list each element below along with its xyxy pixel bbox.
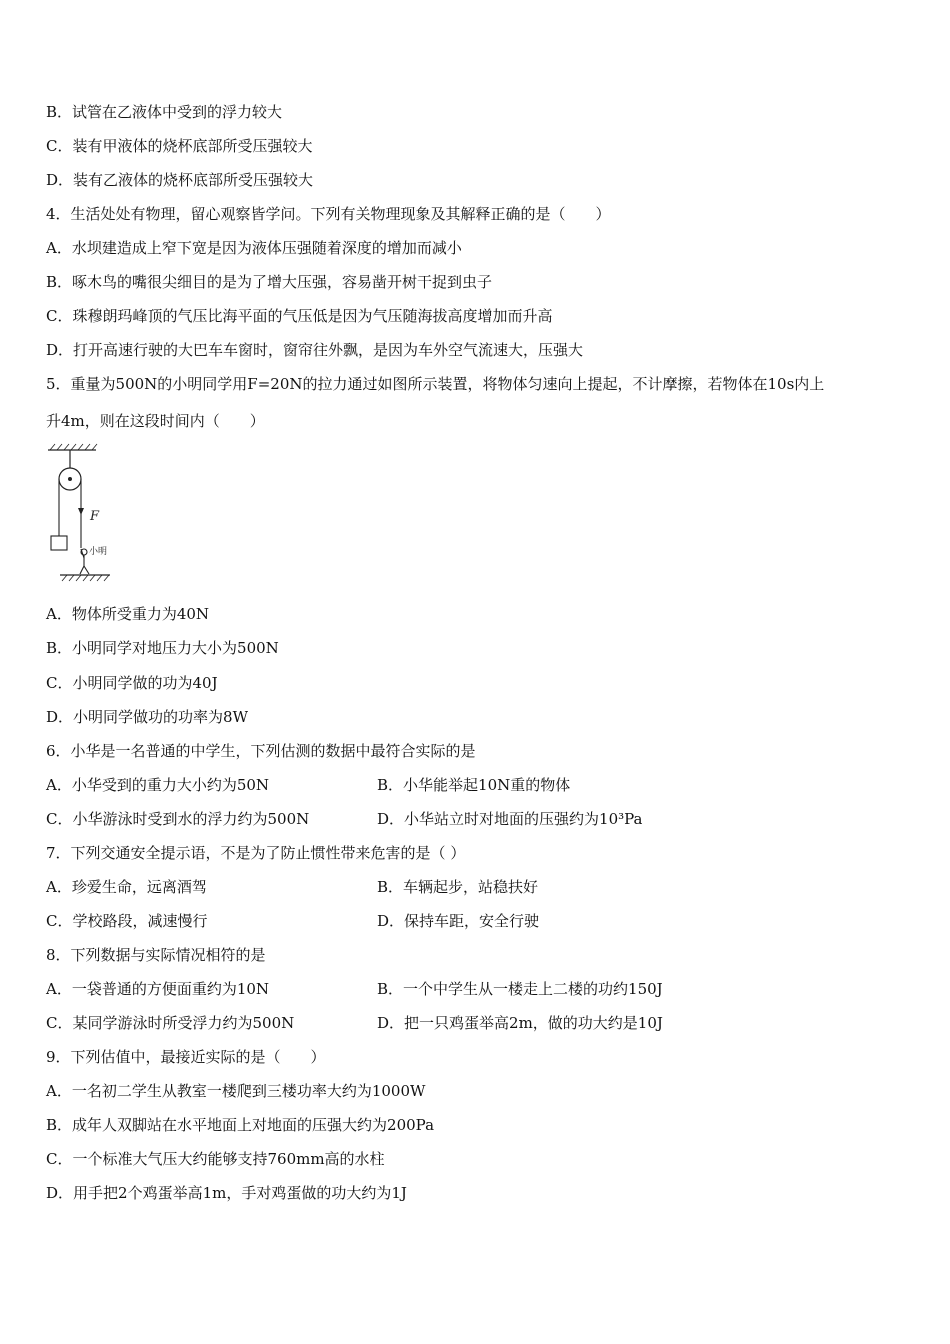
hanging-object xyxy=(51,536,67,550)
q5-option-d: D．小明同学做功的功率为8W xyxy=(46,708,248,726)
q7-option-c: C．学校路段，减速慢行 xyxy=(46,912,208,930)
q8-option-a: A．一袋普通的方便面重约为10N xyxy=(46,980,270,998)
q9-option-c: C．一个标准大气压大约能够支持760mm高的水柱 xyxy=(46,1150,385,1168)
force-label: F xyxy=(90,509,100,524)
q7-option-a: A．珍爱生命，远离酒驾 xyxy=(46,878,207,896)
q9-option-d: D．用手把2个鸡蛋举高1m，手对鸡蛋做的功大约为1J xyxy=(46,1184,407,1202)
q8-option-d: D．把一只鸡蛋举高2m，做的功大约是10J xyxy=(377,1014,663,1032)
q5-option-c: C．小明同学做的功为40J xyxy=(46,674,218,692)
q7-stem: 7．下列交通安全提示语，不是为了防止惯性带来危害的是（ ） xyxy=(46,844,466,862)
q3-option-d: D．装有乙液体的烧杯底部所受压强较大 xyxy=(46,171,314,189)
q8-option-c: C．某同学游泳时所受浮力约为500N xyxy=(46,1014,295,1032)
force-arrow xyxy=(78,508,84,515)
q9-option-a: A．一名初二学生从教室一楼爬到三楼功率大约为1000W xyxy=(46,1082,426,1100)
q6-stem: 6．小华是一名普通的中学生，下列估测的数据中最符合实际的是 xyxy=(46,742,476,760)
q4-option-d: D．打开高速行驶的大巴车车窗时，窗帘往外飘，是因为车外空气流速大，压强大 xyxy=(46,341,584,359)
person-figure xyxy=(80,549,89,574)
q6-option-d: D．小华站立时对地面的压强约为10³Pa xyxy=(377,810,643,828)
q4-stem: 4．生活处处有物理，留心观察皆学问。下列有关物理现象及其解释正确的是（ ） xyxy=(46,205,611,223)
q3-option-c: C．装有甲液体的烧杯底部所受压强较大 xyxy=(46,137,313,155)
q7-option-d: D．保持车距，安全行驶 xyxy=(377,912,540,930)
q4-option-b: B．啄木鸟的嘴很尖细目的是为了增大压强，容易凿开树干捉到虫子 xyxy=(46,273,493,291)
q9-stem: 9．下列估值中，最接近实际的是（ ） xyxy=(46,1048,326,1066)
q5-option-b: B．小明同学对地压力大小为500N xyxy=(46,639,279,657)
q6-option-c: C．小华游泳时受到水的浮力约为500N xyxy=(46,810,310,828)
q6-option-a: A．小华受到的重力大小约为50N xyxy=(46,776,270,794)
q7-option-b: B．车辆起步，站稳扶好 xyxy=(377,878,539,896)
q5-stem-line1: 5．重量为500N的小明同学用F=20N的拉力通过如图所示装置，将物体匀速向上提起，不计摩擦，若物体在10s内上 xyxy=(46,375,825,393)
q8-stem: 8．下列数据与实际情况相符的是 xyxy=(46,946,266,964)
q8-option-b: B．一个中学生从一楼走上二楼的功约150J xyxy=(377,980,663,998)
q5-option-a: A．物体所受重力为40N xyxy=(46,605,210,623)
person-label: 小明 xyxy=(89,547,108,557)
q4-option-a: A．水坝建造成上窄下宽是因为液体压强随着深度的增加而减小 xyxy=(46,239,462,257)
ground-hatching xyxy=(62,575,109,581)
ceiling-hatching xyxy=(50,444,97,450)
q6-option-b: B．小华能举起10N重的物体 xyxy=(377,776,571,794)
q3-option-b: B．试管在乙液体中受到的浮力较大 xyxy=(46,103,283,121)
pulley-axle xyxy=(68,477,72,481)
pulley-diagram xyxy=(40,442,130,582)
q5-stem-line2: 升4m，则在这段时间内（ ） xyxy=(46,412,265,430)
q9-option-b: B．成年人双脚站在水平地面上对地面的压强大约为200Pa xyxy=(46,1116,435,1134)
q4-option-c: C．珠穆朗玛峰顶的气压比海平面的气压低是因为气压随海拔高度增加而升高 xyxy=(46,307,553,325)
